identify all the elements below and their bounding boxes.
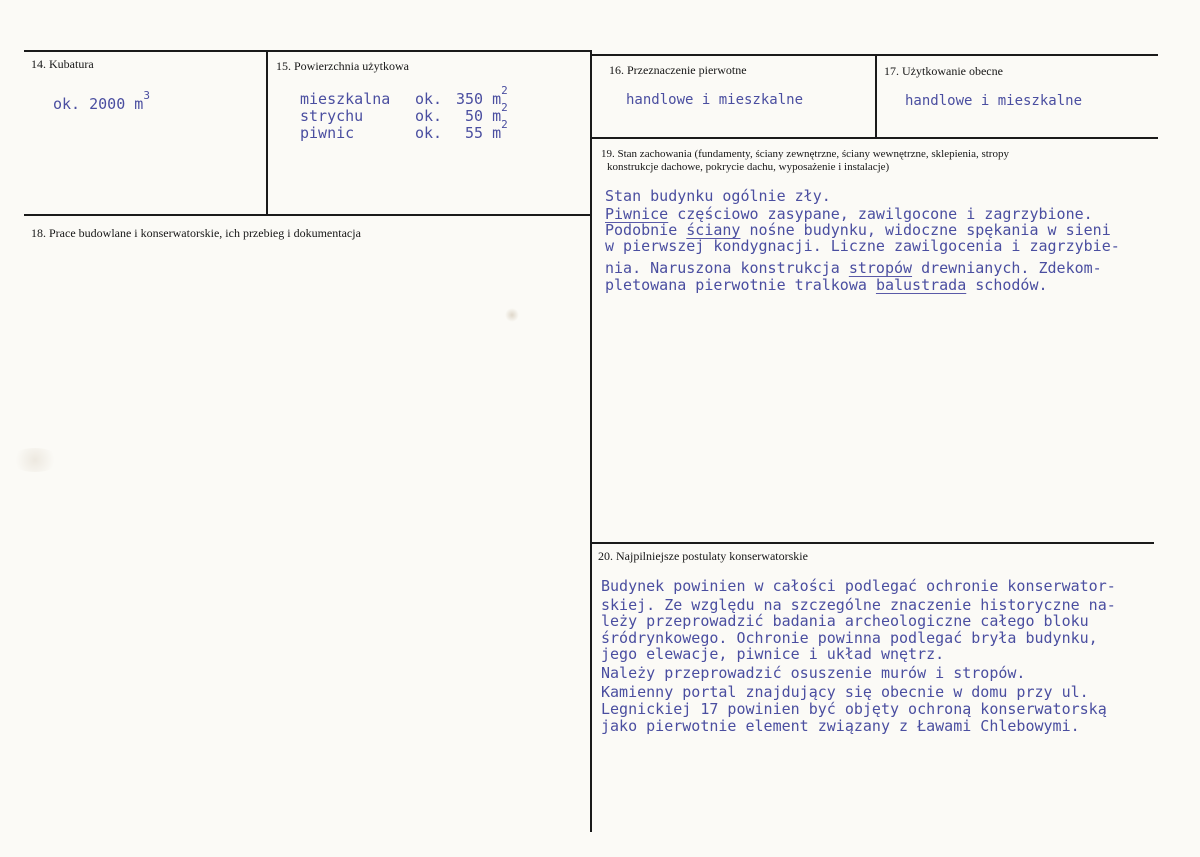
stan-line-5: nia. Naruszona konstrukcja stropów drewnianych. Zdekom- — [605, 259, 1102, 277]
postulat-line-8: Legnickiej 17 powinien być objęty ochroną konserwatorską — [601, 700, 1107, 718]
field-18-label: 18. Prace budowlane i konserwatorskie, ich przebieg i dokumentacja — [31, 226, 361, 240]
divider-16-17 — [875, 54, 877, 138]
paper-stain — [505, 308, 519, 322]
area-row-strychu: strychu — [300, 107, 364, 125]
field-15-label: 15. Powierzchnia użytkowa — [276, 59, 409, 73]
area-row-strychu-approx: ok. — [415, 107, 443, 125]
postulat-line-9: jako pierwotnie element związany z Ławami Chlebowymi. — [601, 717, 1080, 735]
area-row-mieszkalna: mieszkalna — [300, 90, 391, 108]
postulat-line-3: leży przeprowadzić badania archeologiczne całego bloku — [601, 612, 1089, 630]
field-17-value: handlowe i mieszkalne — [905, 93, 1083, 109]
postulat-line-4: śródrynkowego. Ochronie powinna podlegać bryła budynku, — [601, 629, 1098, 647]
rule-above-20 — [592, 542, 1154, 544]
divider-14-15 — [266, 50, 268, 215]
postulat-line-6: Należy przeprowadzić osuszenie murów i stropów. — [601, 664, 1026, 682]
top-rule-left — [24, 50, 592, 52]
field-16-label: 16. Przeznaczenie pierwotne — [609, 63, 747, 77]
postulat-line-2: skiej. Ze względu na szczególne znaczenie historyczne na- — [601, 596, 1116, 614]
paper-smudge — [10, 448, 60, 472]
area-row-piwnic-approx: ok. — [415, 124, 443, 142]
area-row-mieszkalna-approx: ok. — [415, 90, 443, 108]
field-19-label-line2: konstrukcje dachowe, pokrycie dachu, wyposażenie i instalacje) — [607, 161, 890, 173]
stan-line-2: Piwnice częściowo zasypane, zawilgocone i zagrzybione. — [605, 205, 1093, 223]
field-16-value: handlowe i mieszkalne — [626, 92, 804, 108]
field-14-value — [53, 89, 150, 113]
main-vertical-divider — [590, 50, 592, 832]
field-17-label: 17. Użytkowanie obecne — [884, 64, 1003, 78]
kubatura-text: ok. 2000 m — [53, 95, 144, 113]
postulat-line-5: jego elewacje, piwnice i układ wnętrz. — [601, 645, 945, 663]
field-19-label-line1: 19. Stan zachowania (fundamenty, ściany zewnętrzne, ściany wewnętrzne, sklepienia, stropy — [601, 148, 1009, 160]
rule-below-16-17 — [592, 137, 1158, 139]
area-row-piwnic: piwnic — [300, 124, 355, 142]
field-20-label: 20. Najpilniejsze postulaty konserwatorskie — [598, 549, 808, 563]
stan-line-3: Podobnie ściany nośne budynku, widoczne spękania w sieni — [605, 221, 1111, 239]
stan-line-1: Stan budynku ogólnie zły. — [605, 187, 831, 205]
rule-below-14-15 — [24, 214, 592, 216]
area-row-mieszkalna-value: 350 $m^2$ — [456, 84, 508, 108]
postulat-line-1: Budynek powinien w całości podlegać ochronie konserwator- — [601, 577, 1116, 595]
kubatura-exponent: 3 — [143, 89, 150, 102]
stan-line-4: w pierwszej kondygnacji. Liczne zawilgocenia i zagrzybie- — [605, 237, 1120, 255]
field-14-label: 14. Kubatura — [31, 57, 94, 71]
stan-line-6: pletowana pierwotnie tralkowa balustrada schodów. — [605, 276, 1048, 294]
postulat-line-7: Kamienny portal znajdujący się obecnie w domu przy ul. — [601, 683, 1089, 701]
area-row-piwnic-value: 55 $m^2$ — [465, 118, 508, 142]
area-row-strychu-value: 50 $m^2$ — [465, 101, 508, 125]
